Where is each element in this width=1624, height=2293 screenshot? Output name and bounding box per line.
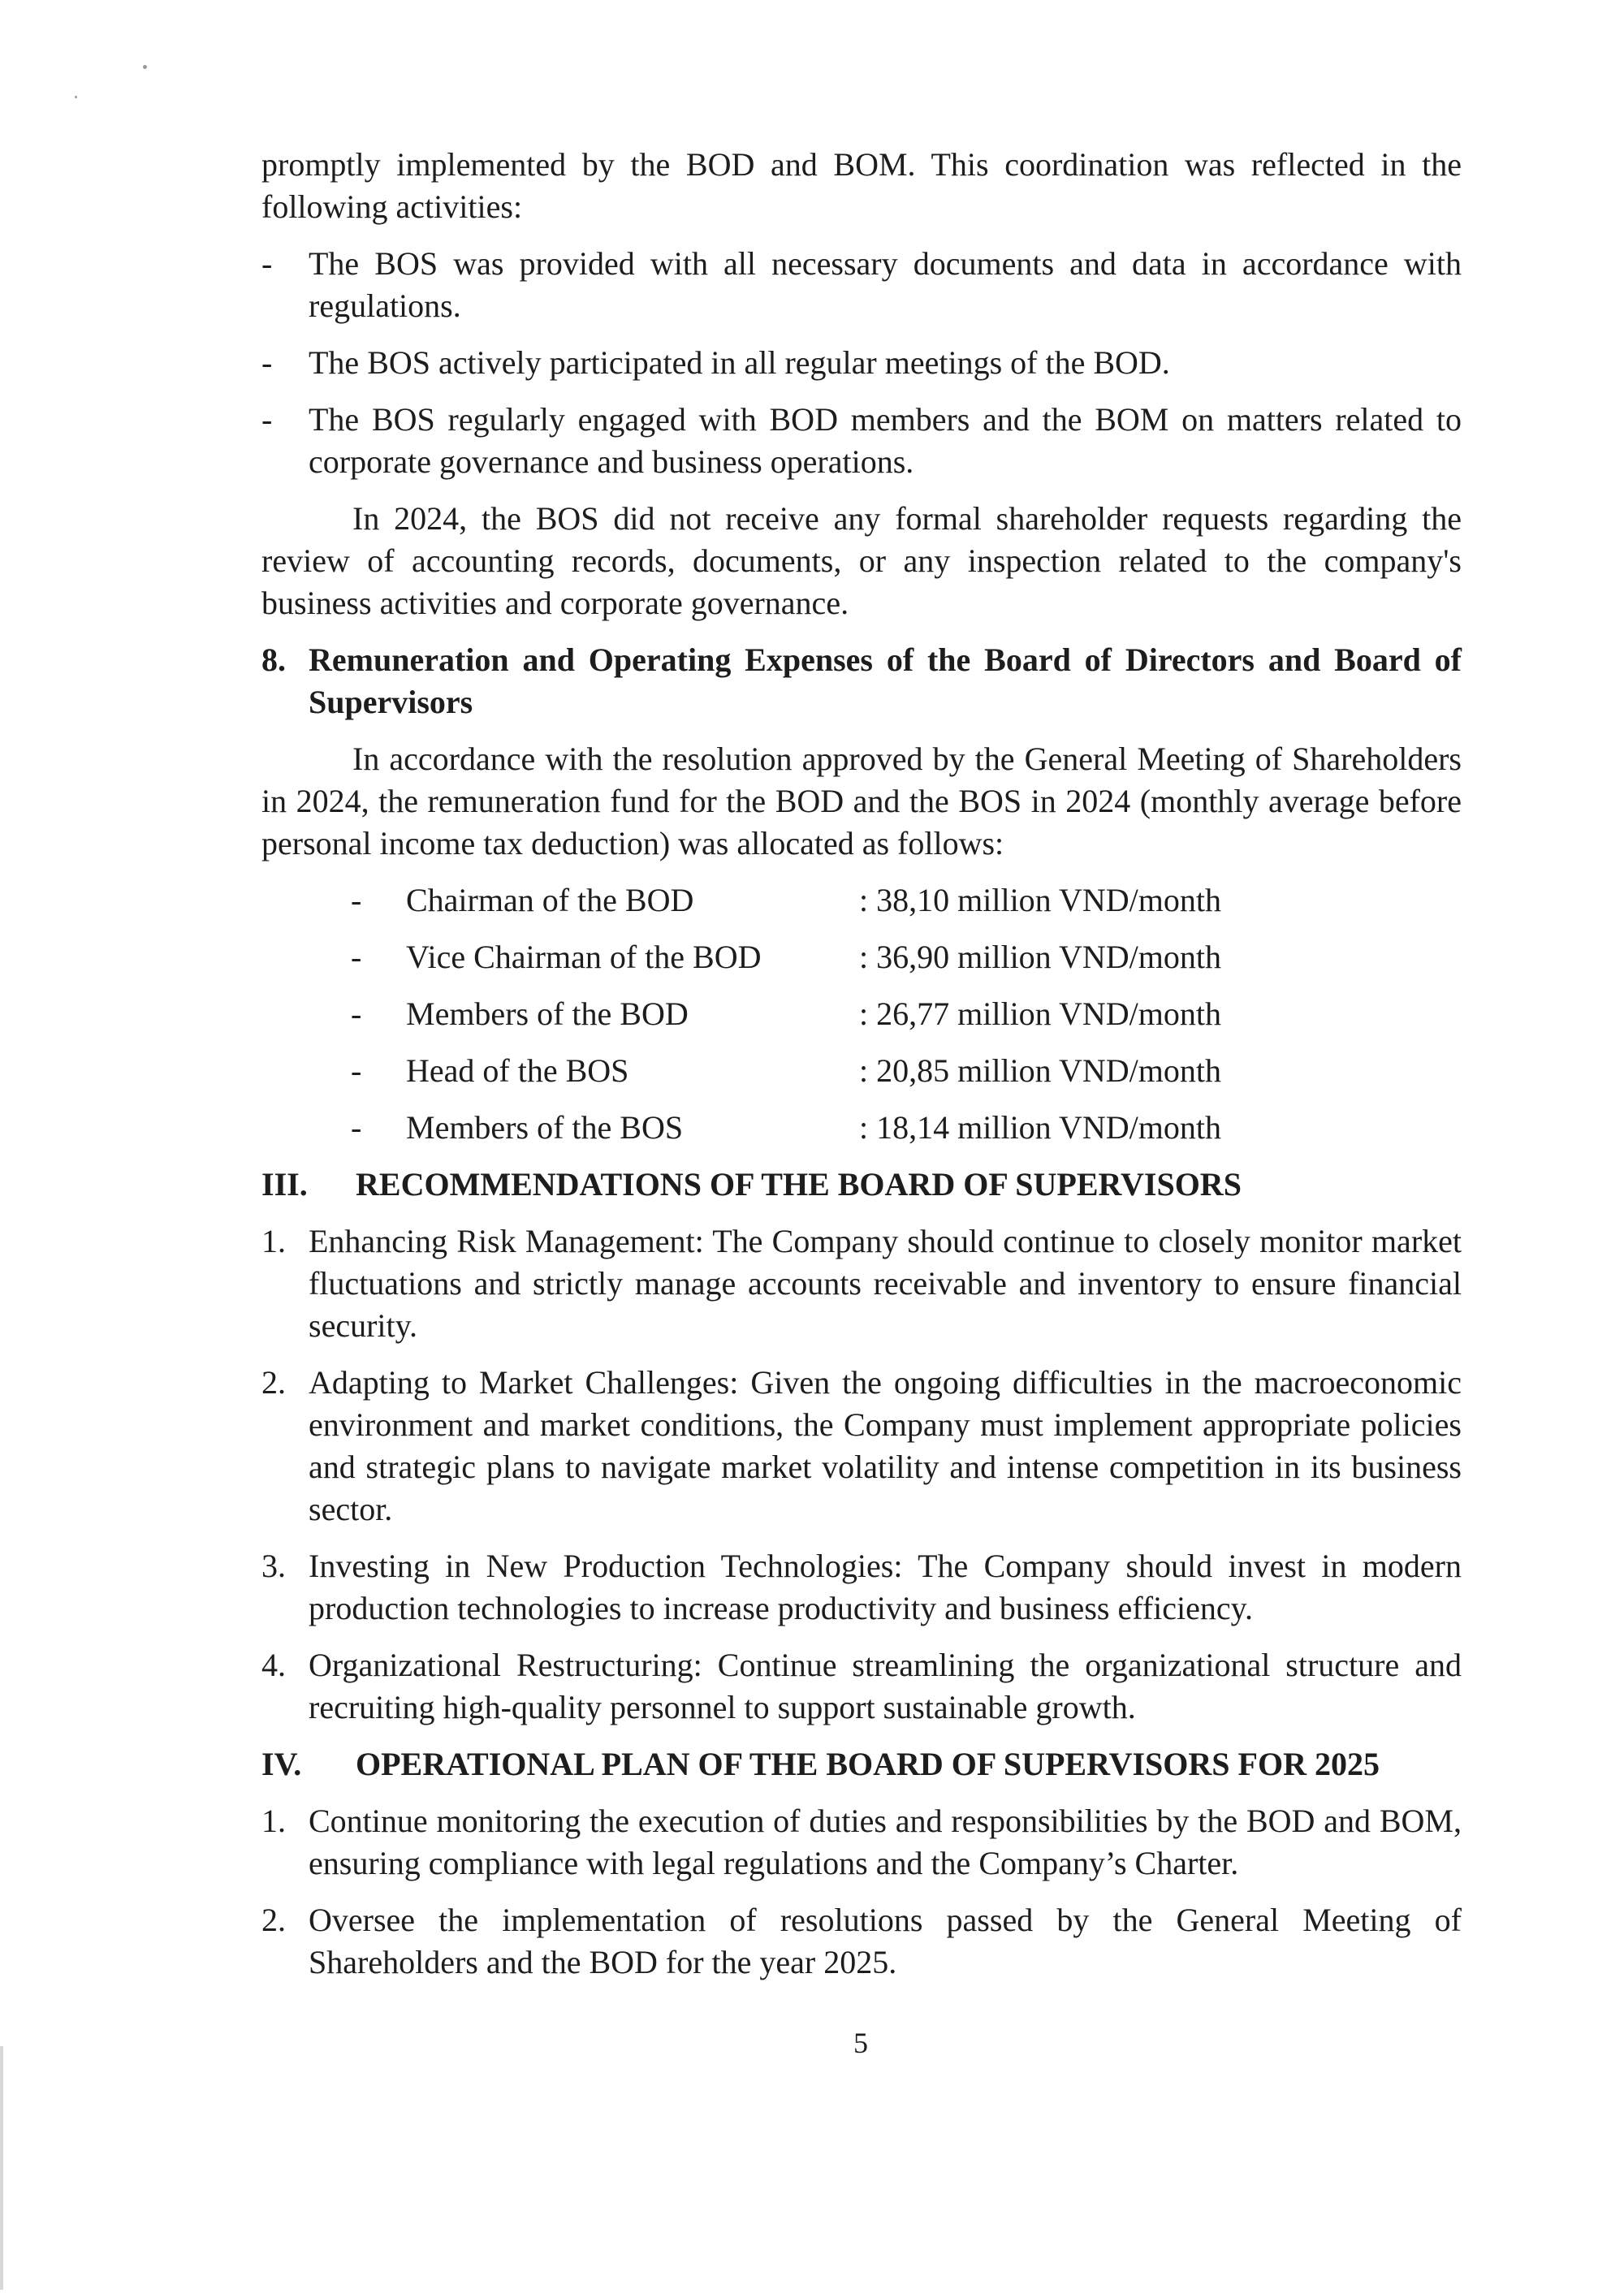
remuneration-role: Members of the BOD [406,995,689,1032]
recommendation-text: Adapting to Market Challenges: Given the ongoing difficulties in the macroeconomic environment and market conditions, the Company must implement appropriate policies and strategic plans to navigate market volatility and intense competition in its business sector. [309,1364,1462,1527]
section-iv-title: OPERATIONAL PLAN OF THE BOARD OF SUPERVISORS FOR 2025 [356,1746,1380,1782]
document-body [261,144,1462,1984]
recommendation-text: Investing in New Production Technologies: The Company should invest in modern production technologies to increase productivity and business efficiency. [309,1548,1462,1626]
plan-text: Continue monitoring the execution of duties and responsibilities by the BOD and BOM, ensuring compliance with legal regulations and the Company’s Charter. [309,1803,1462,1881]
remuneration-role: Members of the BOS [406,1109,684,1146]
activity-item [261,342,1462,384]
scan-speck [143,65,147,69]
remuneration-amount: : 36,90 million VND/month [859,939,1221,975]
section-iv-heading [261,1743,1462,1786]
plan-text: Oversee the implementation of resolutions passed by the General Meeting of Shareholders and the BOD for the year 2025. [309,1902,1462,1980]
activity-text: The BOS regularly engaged with BOD members and the BOM on matters related to corporate governance and business operations. [309,401,1462,480]
dash-marker: - [351,1052,362,1089]
section-iii-number: III. [261,1166,308,1203]
recommendation-item [261,1545,1462,1630]
remuneration-role: Head of the BOS [406,1052,629,1089]
item-number: 3. [261,1548,286,1584]
item-number: 1. [261,1223,286,1259]
section-iv-number: IV. [261,1746,302,1782]
section-iii-title: RECOMMENDATIONS OF THE BOARD OF SUPERVISORS [356,1166,1242,1203]
remuneration-row [261,1107,1462,1149]
dash-marker: - [351,882,362,918]
recommendation-text: Organizational Restructuring: Continue streamlining the organizational structure and recruiting high-quality personnel to support sustainable growth. [309,1647,1462,1725]
activity-item [261,399,1462,483]
remuneration-amount: : 18,14 million VND/month [859,1109,1221,1146]
item-number: 4. [261,1647,286,1683]
shareholder-paragraph: In 2024, the BOS did not receive any formal shareholder requests regarding the review of accounting records, documents, or any inspection related to the company's business activities and corporate governance. [261,500,1462,621]
section-8-title: Remuneration and Operating Expenses of the Board of Directors and Board of Supervisors [309,641,1462,720]
recommendation-item [261,1644,1462,1729]
item-number: 2. [261,1902,286,1938]
recommendation-item [261,1362,1462,1531]
plan-item [261,1800,1462,1885]
activity-text: The BOS was provided with all necessary documents and data in accordance with regulations. [309,245,1462,324]
dash-marker: - [351,1109,362,1146]
section-8-heading [261,639,1462,723]
item-number: 2. [261,1364,286,1401]
activity-item [261,243,1462,327]
remuneration-row [261,993,1462,1035]
remuneration-row [261,1050,1462,1092]
item-number: 1. [261,1803,286,1839]
intro-paragraph: promptly implemented by the BOD and BOM. This coordination was reflected in the following activities: [261,146,1462,225]
page-number: 5 [853,2027,868,2059]
dash-marker: - [351,939,362,975]
dash-marker: - [261,401,273,438]
recommendation-item [261,1220,1462,1347]
remuneration-amount: : 38,10 million VND/month [859,882,1221,918]
remuneration-amount: : 26,77 million VND/month [859,995,1221,1032]
dash-marker: - [261,245,273,282]
scan-speck [75,96,77,98]
remuneration-amount: : 20,85 million VND/month [859,1052,1221,1089]
remuneration-row [261,879,1462,922]
dash-marker: - [261,344,273,381]
remuneration-role: Chairman of the BOD [406,882,694,918]
section-iii-heading [261,1164,1462,1206]
plan-item [261,1899,1462,1984]
remuneration-role: Vice Chairman of the BOD [406,939,762,975]
remuneration-list [261,879,1462,1149]
section-8-number: 8. [261,641,286,678]
scan-edge [0,2046,3,2290]
remuneration-row [261,936,1462,978]
activity-text: The BOS actively participated in all regular meetings of the BOD. [309,344,1170,381]
recommendation-text: Enhancing Risk Management: The Company should continue to closely monitor market fluctuations and strictly manage accounts receivable and inventory to ensure financial security. [309,1223,1462,1344]
dash-marker: - [351,995,362,1032]
remuneration-paragraph: In accordance with the resolution approved by the General Meeting of Shareholders in 2024, the remuneration fund for the BOD and the BOS in 2024 (monthly average before personal income tax deduction) was allocated as follows: [261,741,1462,861]
